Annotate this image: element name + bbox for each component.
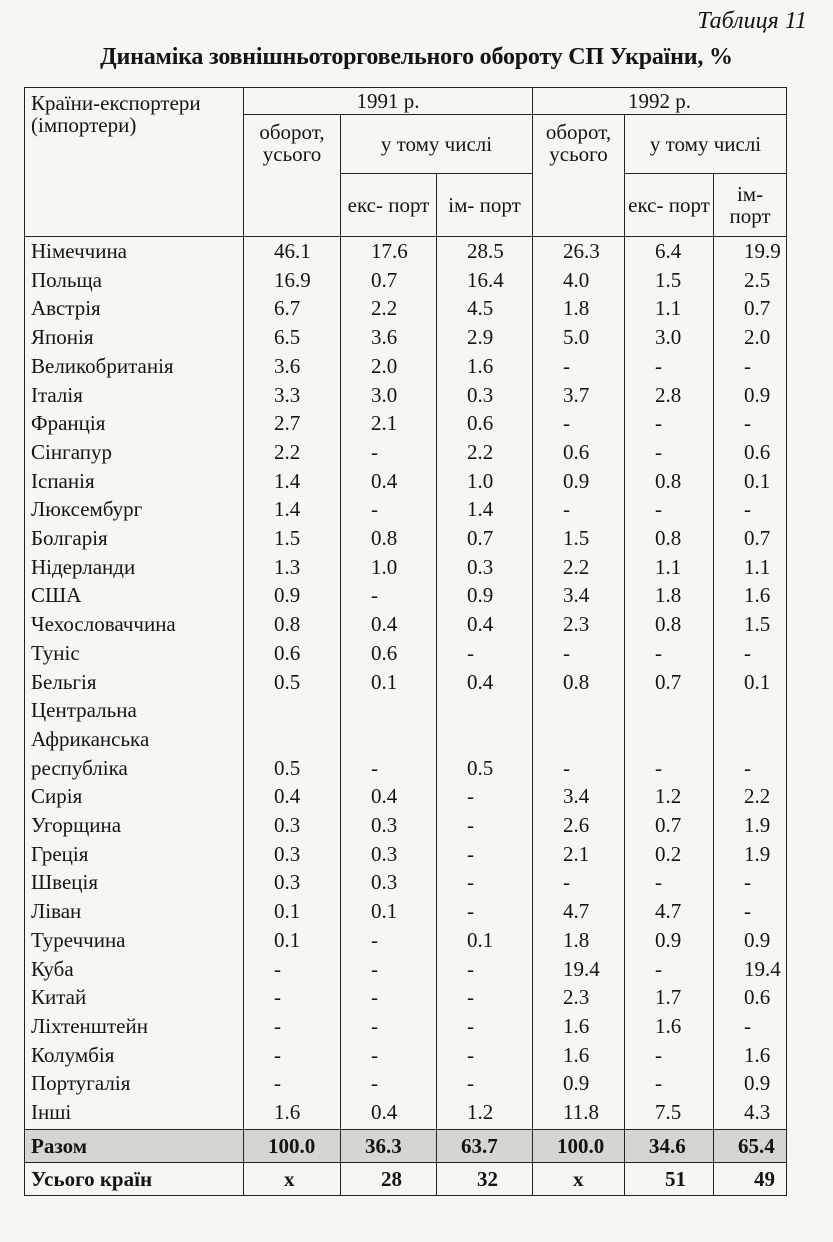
turnover-1992-cell: 0.6 <box>533 438 625 467</box>
country-cell: Китай <box>25 983 244 1012</box>
sum-row <box>25 1129 787 1162</box>
turnover-1992-cell: 3.7 <box>533 381 625 410</box>
import-1992-cell: 2.0 <box>714 323 787 352</box>
export-1992-cell: 0.8 <box>625 467 714 496</box>
turnover-1992-cell: - <box>533 868 625 897</box>
import-1991-cell: 0.7 <box>437 524 533 553</box>
import-1991-cell: 0.3 <box>437 381 533 410</box>
export-1991-cell: 0.8 <box>341 524 437 553</box>
import-1992-cell: - <box>714 868 787 897</box>
import-1992-cell: 0.6 <box>714 438 787 467</box>
turnover-1991-cell: 0.5 <box>244 696 341 782</box>
sum-label: Разом <box>25 1129 244 1162</box>
sum-turnover-1992: 100.0 <box>533 1129 625 1162</box>
turnover-1992-cell: 3.4 <box>533 782 625 811</box>
turnover-1991-cell: 1.6 <box>244 1098 341 1129</box>
import-1991-cell: 0.9 <box>437 581 533 610</box>
table-row <box>25 840 787 869</box>
count-import-1991: 32 <box>437 1162 533 1195</box>
count-turnover-1991: x <box>244 1162 341 1195</box>
table-row <box>25 1012 787 1041</box>
import-1992-cell: 0.6 <box>714 983 787 1012</box>
table-number: Таблиця 11 <box>697 8 807 34</box>
export-1991-cell: - <box>341 438 437 467</box>
export-1992-cell: 2.8 <box>625 381 714 410</box>
export-1992-cell: 7.5 <box>625 1098 714 1129</box>
table-row <box>25 897 787 926</box>
import-1991-cell: 2.2 <box>437 438 533 467</box>
turnover-1992-cell: - <box>533 409 625 438</box>
table-body <box>25 237 787 1196</box>
turnover-1992-cell: 0.9 <box>533 1069 625 1098</box>
country-cell: Польща <box>25 266 244 295</box>
export-1991-cell: 17.6 <box>341 237 437 266</box>
export-1992-cell: 0.7 <box>625 811 714 840</box>
country-column-header: Країни-експортери (імпортери) <box>25 88 244 237</box>
export-1992-cell: 3.0 <box>625 323 714 352</box>
table-row <box>25 323 787 352</box>
import-1991-cell: 2.9 <box>437 323 533 352</box>
turnover-1991-cell: 0.3 <box>244 811 341 840</box>
export-1991-header: екс- порт <box>341 174 437 237</box>
import-1992-cell: 2.5 <box>714 266 787 295</box>
sum-export-1992: 34.6 <box>625 1129 714 1162</box>
import-1992-cell: 0.7 <box>714 294 787 323</box>
table-row <box>25 266 787 295</box>
export-1992-cell: - <box>625 868 714 897</box>
import-1991-cell: - <box>437 868 533 897</box>
trade-turnover-table <box>24 87 787 1196</box>
turnover-1991-cell: - <box>244 1041 341 1070</box>
import-1992-cell: 1.1 <box>714 553 787 582</box>
turnover-1992-cell: 3.4 <box>533 581 625 610</box>
export-1992-cell: - <box>625 495 714 524</box>
turnover-1992-cell: 2.3 <box>533 610 625 639</box>
turnover-1992-cell: 2.6 <box>533 811 625 840</box>
import-1991-cell: 0.1 <box>437 926 533 955</box>
including-1991-header: у тому числі <box>341 115 533 174</box>
import-1991-cell: 1.2 <box>437 1098 533 1129</box>
export-1991-cell: - <box>341 696 437 782</box>
table-row <box>25 955 787 984</box>
import-1992-cell: 0.9 <box>714 381 787 410</box>
turnover-1992-cell: 1.5 <box>533 524 625 553</box>
sum-import-1992: 65.4 <box>714 1129 787 1162</box>
including-1992-header: у тому числі <box>625 115 787 174</box>
export-1991-cell: 2.0 <box>341 352 437 381</box>
export-1992-cell: 0.8 <box>625 610 714 639</box>
export-1991-cell: 0.7 <box>341 266 437 295</box>
export-1991-cell: - <box>341 926 437 955</box>
table-row <box>25 1069 787 1098</box>
turnover-1992-cell: 1.6 <box>533 1012 625 1041</box>
table-row <box>25 467 787 496</box>
import-1992-cell: - <box>714 696 787 782</box>
import-1992-cell: 1.9 <box>714 811 787 840</box>
table-title: Динаміка зовнішньоторговельного обороту СП України, % <box>100 44 733 70</box>
turnover-1991-cell: - <box>244 983 341 1012</box>
count-turnover-1992: x <box>533 1162 625 1195</box>
table-row <box>25 782 787 811</box>
turnover-1992-cell: 2.2 <box>533 553 625 582</box>
import-1992-cell: 0.1 <box>714 467 787 496</box>
country-cell: Японія <box>25 323 244 352</box>
table-row <box>25 553 787 582</box>
turnover-1992-cell: - <box>533 696 625 782</box>
import-1992-cell: - <box>714 639 787 668</box>
table-row <box>25 639 787 668</box>
turnover-1991-cell: - <box>244 955 341 984</box>
import-1992-cell: 2.2 <box>714 782 787 811</box>
turnover-1991-cell: 0.3 <box>244 840 341 869</box>
import-1992-cell: - <box>714 409 787 438</box>
import-1992-cell: 0.1 <box>714 668 787 697</box>
import-1992-cell: - <box>714 897 787 926</box>
turnover-1991-cell: 0.1 <box>244 897 341 926</box>
export-1991-cell: 3.0 <box>341 381 437 410</box>
turnover-1991-cell: 0.4 <box>244 782 341 811</box>
turnover-1991-cell: 0.8 <box>244 610 341 639</box>
country-cell: Центральна Африканська республіка <box>25 696 244 782</box>
export-1992-cell: - <box>625 1041 714 1070</box>
export-1991-cell: 2.1 <box>341 409 437 438</box>
import-1991-cell: 4.5 <box>437 294 533 323</box>
turnover-1991-cell: 0.5 <box>244 668 341 697</box>
import-1991-cell: 0.4 <box>437 668 533 697</box>
export-1991-cell: 0.3 <box>341 840 437 869</box>
export-1991-cell: - <box>341 1069 437 1098</box>
table-row <box>25 495 787 524</box>
turnover-1991-header: оборот, усього <box>244 115 341 237</box>
turnover-1991-cell: 2.2 <box>244 438 341 467</box>
turnover-1991-cell: 1.4 <box>244 495 341 524</box>
export-1992-cell: 0.2 <box>625 840 714 869</box>
import-1991-cell: - <box>437 811 533 840</box>
export-1991-cell: 0.3 <box>341 868 437 897</box>
import-1991-cell: 0.4 <box>437 610 533 639</box>
country-cell: Люксембург <box>25 495 244 524</box>
turnover-1991-cell: 0.3 <box>244 868 341 897</box>
export-1991-cell: - <box>341 955 437 984</box>
turnover-1992-cell: 1.8 <box>533 294 625 323</box>
country-cell: Нідерланди <box>25 553 244 582</box>
export-1992-cell: 1.8 <box>625 581 714 610</box>
import-1991-cell: - <box>437 840 533 869</box>
country-cell: Великобританія <box>25 352 244 381</box>
import-1992-cell: - <box>714 352 787 381</box>
export-1992-cell: - <box>625 955 714 984</box>
import-1992-cell: 4.3 <box>714 1098 787 1129</box>
turnover-1992-cell: 0.8 <box>533 668 625 697</box>
country-cell: Швеція <box>25 868 244 897</box>
turnover-1992-cell: 26.3 <box>533 237 625 266</box>
turnover-1991-cell: - <box>244 1012 341 1041</box>
turnover-1992-cell: 4.0 <box>533 266 625 295</box>
import-1991-cell: 1.4 <box>437 495 533 524</box>
import-1992-cell: 19.9 <box>714 237 787 266</box>
country-cell: Іспанія <box>25 467 244 496</box>
export-1992-cell: 1.1 <box>625 294 714 323</box>
table-row <box>25 381 787 410</box>
table-row <box>25 352 787 381</box>
country-cell: Туніс <box>25 639 244 668</box>
sum-export-1991: 36.3 <box>341 1129 437 1162</box>
export-1992-cell: 1.5 <box>625 266 714 295</box>
country-cell: Ліван <box>25 897 244 926</box>
turnover-1992-cell: 0.9 <box>533 467 625 496</box>
country-cell: Португалія <box>25 1069 244 1098</box>
import-1991-cell: - <box>437 1012 533 1041</box>
export-1992-cell: - <box>625 639 714 668</box>
import-1992-cell: 1.9 <box>714 840 787 869</box>
year-1992-header: 1992 р. <box>533 88 787 115</box>
export-1992-cell: 0.7 <box>625 668 714 697</box>
country-cell: Греція <box>25 840 244 869</box>
export-1991-cell: 0.1 <box>341 668 437 697</box>
export-1991-cell: - <box>341 495 437 524</box>
export-1992-cell: - <box>625 409 714 438</box>
turnover-1992-cell: 1.8 <box>533 926 625 955</box>
export-1992-cell: 0.8 <box>625 524 714 553</box>
country-cell: Німеччина <box>25 237 244 266</box>
country-cell: Колумбія <box>25 1041 244 1070</box>
export-1992-cell: 1.7 <box>625 983 714 1012</box>
count-label: Усього країн <box>25 1162 244 1195</box>
export-1991-cell: 0.6 <box>341 639 437 668</box>
export-1991-cell: 0.4 <box>341 782 437 811</box>
import-1991-cell: 0.3 <box>437 553 533 582</box>
turnover-1992-cell: 5.0 <box>533 323 625 352</box>
export-1991-cell: 0.3 <box>341 811 437 840</box>
count-export-1992: 51 <box>625 1162 714 1195</box>
table-row <box>25 983 787 1012</box>
import-1991-header: ім- порт <box>437 174 533 237</box>
turnover-1991-cell: 6.7 <box>244 294 341 323</box>
import-1991-cell: - <box>437 1041 533 1070</box>
turnover-1991-cell: 46.1 <box>244 237 341 266</box>
export-1992-cell: 6.4 <box>625 237 714 266</box>
import-1992-cell: 0.7 <box>714 524 787 553</box>
country-cell: Австрія <box>25 294 244 323</box>
table-row <box>25 868 787 897</box>
sum-import-1991: 63.7 <box>437 1129 533 1162</box>
import-1991-cell: - <box>437 983 533 1012</box>
country-cell: Італія <box>25 381 244 410</box>
country-cell: Ліхтенштейн <box>25 1012 244 1041</box>
table-row <box>25 524 787 553</box>
country-cell: Інші <box>25 1098 244 1129</box>
import-1992-cell: - <box>714 495 787 524</box>
export-1991-cell: 0.4 <box>341 467 437 496</box>
turnover-1992-cell: 4.7 <box>533 897 625 926</box>
export-1992-cell: 1.6 <box>625 1012 714 1041</box>
country-cell: Угорщина <box>25 811 244 840</box>
turnover-1991-cell: 1.3 <box>244 553 341 582</box>
export-1992-cell: 0.9 <box>625 926 714 955</box>
country-cell: Франція <box>25 409 244 438</box>
turnover-1991-cell: 1.5 <box>244 524 341 553</box>
import-1991-cell: - <box>437 897 533 926</box>
export-1992-cell: - <box>625 696 714 782</box>
turnover-1991-cell: - <box>244 1069 341 1098</box>
table-row <box>25 610 787 639</box>
turnover-1991-cell: 0.6 <box>244 639 341 668</box>
export-1992-cell: - <box>625 1069 714 1098</box>
turnover-1991-cell: 0.1 <box>244 926 341 955</box>
count-import-1992: 49 <box>714 1162 787 1195</box>
sum-turnover-1991: 100.0 <box>244 1129 341 1162</box>
turnover-1991-cell: 2.7 <box>244 409 341 438</box>
turnover-1992-cell: 2.3 <box>533 983 625 1012</box>
country-cell: Болгарія <box>25 524 244 553</box>
import-1991-cell: 0.5 <box>437 696 533 782</box>
export-1991-cell: 3.6 <box>341 323 437 352</box>
table-row <box>25 1041 787 1070</box>
export-1991-cell: 2.2 <box>341 294 437 323</box>
import-1992-cell: 0.9 <box>714 1069 787 1098</box>
turnover-1992-cell: - <box>533 352 625 381</box>
country-cell: Сирія <box>25 782 244 811</box>
import-1991-cell: 28.5 <box>437 237 533 266</box>
turnover-1992-cell: 19.4 <box>533 955 625 984</box>
export-1991-cell: 0.4 <box>341 610 437 639</box>
table-row <box>25 237 787 266</box>
turnover-1991-cell: 3.3 <box>244 381 341 410</box>
turnover-1992-cell: 2.1 <box>533 840 625 869</box>
turnover-1992-cell: - <box>533 639 625 668</box>
turnover-1992-header: оборот, усього <box>533 115 625 237</box>
export-1992-cell: 4.7 <box>625 897 714 926</box>
export-1991-cell: - <box>341 1012 437 1041</box>
country-count-row <box>25 1162 787 1195</box>
import-1992-cell: 1.5 <box>714 610 787 639</box>
export-1991-cell: 0.1 <box>341 897 437 926</box>
import-1991-cell: - <box>437 782 533 811</box>
turnover-1991-cell: 16.9 <box>244 266 341 295</box>
export-1991-cell: - <box>341 1041 437 1070</box>
export-1991-cell: 1.0 <box>341 553 437 582</box>
turnover-1991-cell: 6.5 <box>244 323 341 352</box>
export-1992-cell: - <box>625 438 714 467</box>
import-1991-cell: 1.0 <box>437 467 533 496</box>
import-1992-cell: 19.4 <box>714 955 787 984</box>
turnover-1991-cell: 3.6 <box>244 352 341 381</box>
turnover-1991-cell: 0.9 <box>244 581 341 610</box>
import-1991-cell: 0.6 <box>437 409 533 438</box>
table-row <box>25 409 787 438</box>
export-1992-cell: 1.1 <box>625 553 714 582</box>
import-1992-cell: 0.9 <box>714 926 787 955</box>
import-1992-cell: - <box>714 1012 787 1041</box>
turnover-1992-cell: 11.8 <box>533 1098 625 1129</box>
country-cell: Туреччина <box>25 926 244 955</box>
import-1991-cell: - <box>437 1069 533 1098</box>
export-1992-header: екс- порт <box>625 174 714 237</box>
table-row <box>25 294 787 323</box>
count-export-1991: 28 <box>341 1162 437 1195</box>
table-row <box>25 811 787 840</box>
import-1992-header: ім- порт <box>714 174 787 237</box>
turnover-1992-cell: - <box>533 495 625 524</box>
table-row <box>25 668 787 697</box>
country-cell: Сінгапур <box>25 438 244 467</box>
country-cell: Куба <box>25 955 244 984</box>
export-1991-cell: 0.4 <box>341 1098 437 1129</box>
country-cell: Бельгія <box>25 668 244 697</box>
export-1991-cell: - <box>341 581 437 610</box>
export-1991-cell: - <box>341 983 437 1012</box>
country-cell: США <box>25 581 244 610</box>
import-1991-cell: - <box>437 955 533 984</box>
table-row <box>25 696 787 782</box>
table-row <box>25 926 787 955</box>
table-row <box>25 581 787 610</box>
export-1992-cell: - <box>625 352 714 381</box>
import-1992-cell: 1.6 <box>714 1041 787 1070</box>
import-1991-cell: 16.4 <box>437 266 533 295</box>
table-row <box>25 438 787 467</box>
year-1991-header: 1991 р. <box>244 88 533 115</box>
import-1992-cell: 1.6 <box>714 581 787 610</box>
export-1992-cell: 1.2 <box>625 782 714 811</box>
country-cell: Чехословаччина <box>25 610 244 639</box>
turnover-1992-cell: 1.6 <box>533 1041 625 1070</box>
table-row <box>25 1098 787 1129</box>
import-1991-cell: 1.6 <box>437 352 533 381</box>
import-1991-cell: - <box>437 639 533 668</box>
turnover-1991-cell: 1.4 <box>244 467 341 496</box>
